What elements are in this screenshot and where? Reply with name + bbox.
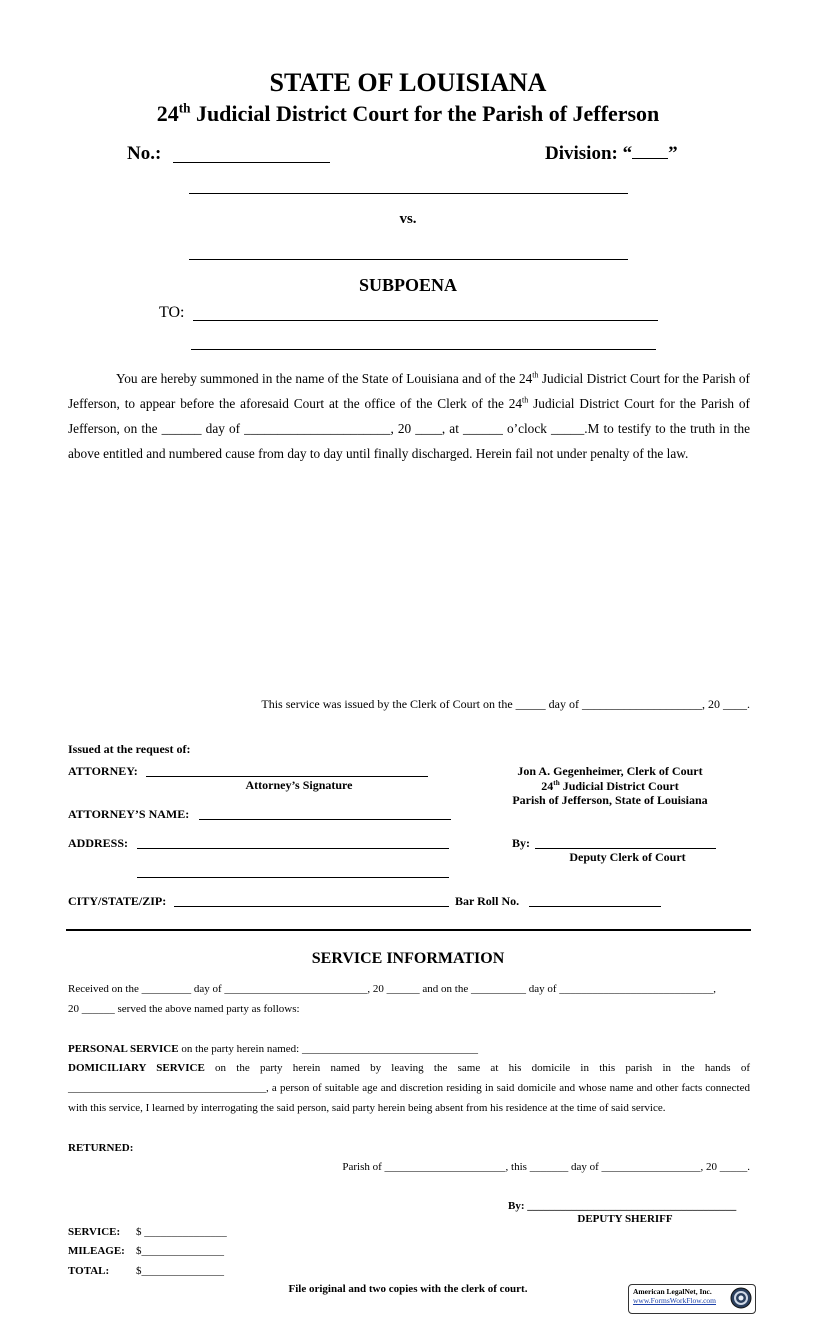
clerk-name: Jon A. Gegenheimer, Clerk of Court [517, 764, 703, 778]
clerk-block [470, 764, 750, 808]
legalnet-logo [628, 1284, 756, 1314]
clerk-court-num: 24 [541, 778, 554, 793]
division-label [545, 143, 678, 165]
received-line: Received on the _________ day of __________________________, 20 ______ and on the __________ day of ____________________________, [68, 983, 717, 995]
received-line2: 20 ______ served the above named party as follows: [68, 1003, 300, 1015]
clerk-court [470, 779, 750, 794]
city-state-zip-label: CITY/STATE/ZIP: [68, 894, 167, 908]
attorney-signature-field[interactable] [146, 776, 428, 777]
city-state-zip-field[interactable] [174, 906, 449, 907]
clerk-by-label: By: [512, 836, 530, 850]
body-sup2: th [522, 395, 529, 405]
court-ordinal-sup: th [178, 100, 191, 116]
address-field-line1[interactable] [137, 848, 449, 849]
personal-service-line [68, 1043, 478, 1055]
total-fee-field[interactable]: $_______________ [136, 1265, 224, 1277]
domiciliary-service-text: on the party herein named by leaving the same at his domicile in this parish in the hands of ____________________________________, a person of suitable age and discretion residing in said domicile and whose name and other facts connected with this service, I learned by interrogating the said person, said party herein being absent from his residence at the time of said service. [68, 1062, 750, 1114]
sheriff-by-text: By: ______________________________________ [508, 1200, 737, 1212]
bar-roll-label: Bar Roll No. [455, 894, 520, 908]
deputy-clerk-signature-field[interactable] [535, 848, 716, 849]
issued-request-label: Issued at the request of: [68, 742, 191, 756]
subpoena-body [68, 366, 750, 466]
personal-service-text: on the party herein named: ________________________________ [178, 1043, 478, 1055]
logo-company: American LegalNet, Inc. [633, 1287, 712, 1296]
section-divider [66, 929, 751, 931]
issued-service-line: This service was issued by the Clerk of Court on the _____ day of ____________________, 20 ____. [261, 697, 750, 711]
parish-return-line: Parish of ______________________, this _______ day of __________________, 20 _____. [342, 1161, 750, 1173]
domiciliary-service-label: DOMICILIARY SERVICE [68, 1062, 205, 1074]
service-fee-field[interactable]: $ _______________ [136, 1226, 227, 1238]
attorney-name-field[interactable] [199, 819, 451, 820]
logo-url: www.FormsWorkFlow.com [633, 1296, 717, 1305]
court-name: Judicial District Court for the Parish of Jefferson [195, 101, 660, 126]
bar-roll-field[interactable] [529, 906, 661, 907]
court-title [0, 101, 816, 127]
division-label-text: Division: [545, 143, 618, 164]
attorney-name-label: ATTORNEY’S NAME: [68, 807, 190, 821]
mileage-fee-field[interactable]: $_______________ [136, 1245, 224, 1257]
versus-label: vs. [399, 211, 417, 227]
file-note: File original and two copies with the clerk of court. [288, 1283, 528, 1295]
body-sup1: th [532, 370, 539, 380]
subpoena-title: SUBPOENA [358, 275, 457, 295]
clerk-parish: Parish of Jefferson, State of Louisiana [512, 793, 708, 807]
personal-service-label: PERSONAL SERVICE [68, 1043, 179, 1055]
case-number-field[interactable] [173, 162, 330, 163]
globe-icon [730, 1287, 752, 1309]
defendant-field[interactable] [189, 259, 628, 260]
to-field-line2[interactable] [191, 349, 656, 350]
case-number-label: No.: [127, 143, 162, 164]
attorney-label: ATTORNEY: [68, 764, 138, 778]
state-title: STATE OF LOUISIANA [269, 68, 547, 97]
mileage-fee-label: MILEAGE: [68, 1245, 125, 1257]
service-info-title: SERVICE INFORMATION [311, 950, 505, 967]
division-field[interactable] [632, 158, 668, 159]
plaintiff-field[interactable] [189, 193, 628, 194]
body-part3: Judicial District Court for the Parish of Jefferson, on the ______ day of ______________________, 20 ____, at ______ o’clock _____.M to testify to the truth in the above entitled and numbered cause from day to day until finally discharged. Herein fail not under penalty of the law. [68, 396, 750, 461]
clerk-court-rest: Judicial District Court [559, 778, 679, 793]
total-fee-label: TOTAL: [68, 1265, 110, 1277]
address-label: ADDRESS: [68, 836, 129, 850]
returned-label: RETURNED: [68, 1142, 134, 1154]
sheriff-by-line [508, 1200, 736, 1212]
division-open-quote: “ [622, 143, 633, 164]
service-fee-label: SERVICE: [68, 1226, 121, 1238]
to-label: TO: [159, 304, 185, 321]
attorney-signature-caption: Attorney’s Signature [245, 778, 353, 792]
court-ordinal: 24 [156, 101, 179, 126]
deputy-sheriff-caption: DEPUTY SHERIFF [577, 1213, 673, 1225]
clerk-court-sup: th [553, 778, 560, 787]
body-part1: You are hereby summoned in the name of the State of Louisiana and of the 24 [116, 371, 533, 386]
to-field-line1[interactable] [193, 320, 658, 321]
body-part2: Judicial District Court for the Parish of Jefferson, to appear before the aforesaid Court at the office of the Clerk of the 24 [68, 371, 750, 411]
deputy-clerk-caption: Deputy Clerk of Court [569, 850, 686, 864]
domiciliary-service-paragraph [68, 1058, 750, 1118]
address-field-line2[interactable] [137, 877, 449, 878]
division-close-quote: ” [668, 143, 678, 164]
